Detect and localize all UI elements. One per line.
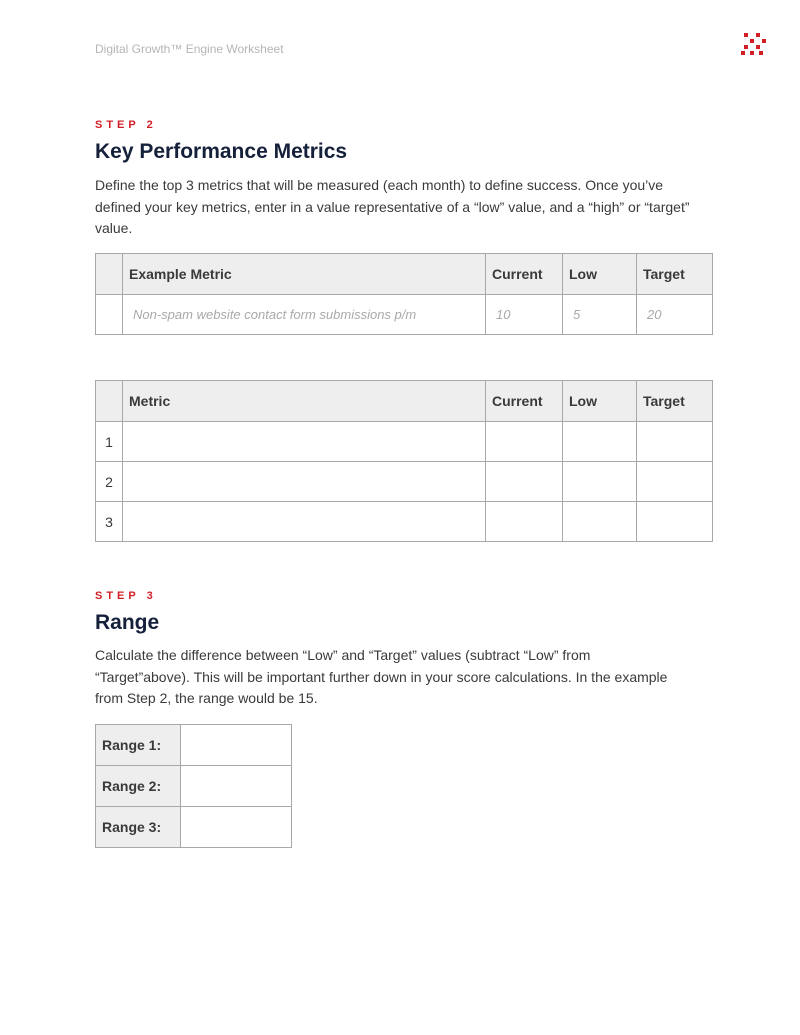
step2-title: Key Performance Metrics xyxy=(95,140,348,163)
range-input-cell[interactable] xyxy=(181,725,292,766)
table-header-current: Current xyxy=(486,254,563,295)
target-input-cell[interactable] xyxy=(637,502,713,542)
low-input-cell[interactable] xyxy=(563,502,637,542)
range-label: Range 2: xyxy=(96,766,181,807)
example-low-cell: 5 xyxy=(563,295,637,335)
row-number: 3 xyxy=(96,502,123,542)
table-row xyxy=(96,502,713,542)
table-header-target: Target xyxy=(637,381,713,422)
example-current-cell: 10 xyxy=(486,295,563,335)
table-row xyxy=(96,807,292,848)
table-header-current: Current xyxy=(486,381,563,422)
row-number: 1 xyxy=(96,422,123,462)
table-header-row xyxy=(96,254,713,295)
metric-input-cell[interactable] xyxy=(123,422,486,462)
table-row xyxy=(96,766,292,807)
range-input-cell[interactable] xyxy=(181,807,292,848)
dotted-logo-icon xyxy=(741,33,767,55)
step3-description: Calculate the difference between “Low” and “Target” values (subtract “Low” from “Target”above). This will be important further down in your score calculations. In the example from Step 2, the range would be 15. xyxy=(95,647,668,706)
range-label: Range 1: xyxy=(96,725,181,766)
target-input-cell[interactable] xyxy=(637,462,713,502)
table-header-metric: Metric xyxy=(123,381,486,422)
range-input-cell[interactable] xyxy=(181,766,292,807)
target-input-cell[interactable] xyxy=(637,422,713,462)
example-metric-table xyxy=(95,253,713,335)
table-header-num xyxy=(96,254,123,295)
metric-input-cell[interactable] xyxy=(123,502,486,542)
example-metric-cell: Non-spam website contact form submissions p/m xyxy=(123,295,486,335)
current-input-cell[interactable] xyxy=(486,462,563,502)
example-target-cell: 20 xyxy=(637,295,713,335)
current-input-cell[interactable] xyxy=(486,502,563,542)
table-header-low: Low xyxy=(563,381,637,422)
table-header-target: Target xyxy=(637,254,713,295)
table-header-num xyxy=(96,381,123,422)
table-row xyxy=(96,422,713,462)
step2-description: Define the top 3 metrics that will be measured (each month) to define success. Once you’ve defined your key metrics, enter in a value representative of a “low” value, and a “high” or “target” value. xyxy=(95,177,690,236)
table-header-row xyxy=(96,381,713,422)
table-row xyxy=(96,462,713,502)
table-row xyxy=(96,725,292,766)
low-input-cell[interactable] xyxy=(563,462,637,502)
step3-label: STEP 3 xyxy=(95,590,157,602)
step3-title: Range xyxy=(95,611,160,634)
range-table xyxy=(95,724,292,848)
row-number: 2 xyxy=(96,462,123,502)
document-header-title: Digital Growth™ Engine Worksheet xyxy=(95,42,284,56)
table-row xyxy=(96,295,713,335)
range-label: Range 3: xyxy=(96,807,181,848)
low-input-cell[interactable] xyxy=(563,422,637,462)
table-header-low: Low xyxy=(563,254,637,295)
table-header-metric: Example Metric xyxy=(123,254,486,295)
step2-label: STEP 2 xyxy=(95,119,157,131)
metric-input-cell[interactable] xyxy=(123,462,486,502)
current-input-cell[interactable] xyxy=(486,422,563,462)
metric-entry-table xyxy=(95,380,713,542)
table-cell-num xyxy=(96,295,123,335)
